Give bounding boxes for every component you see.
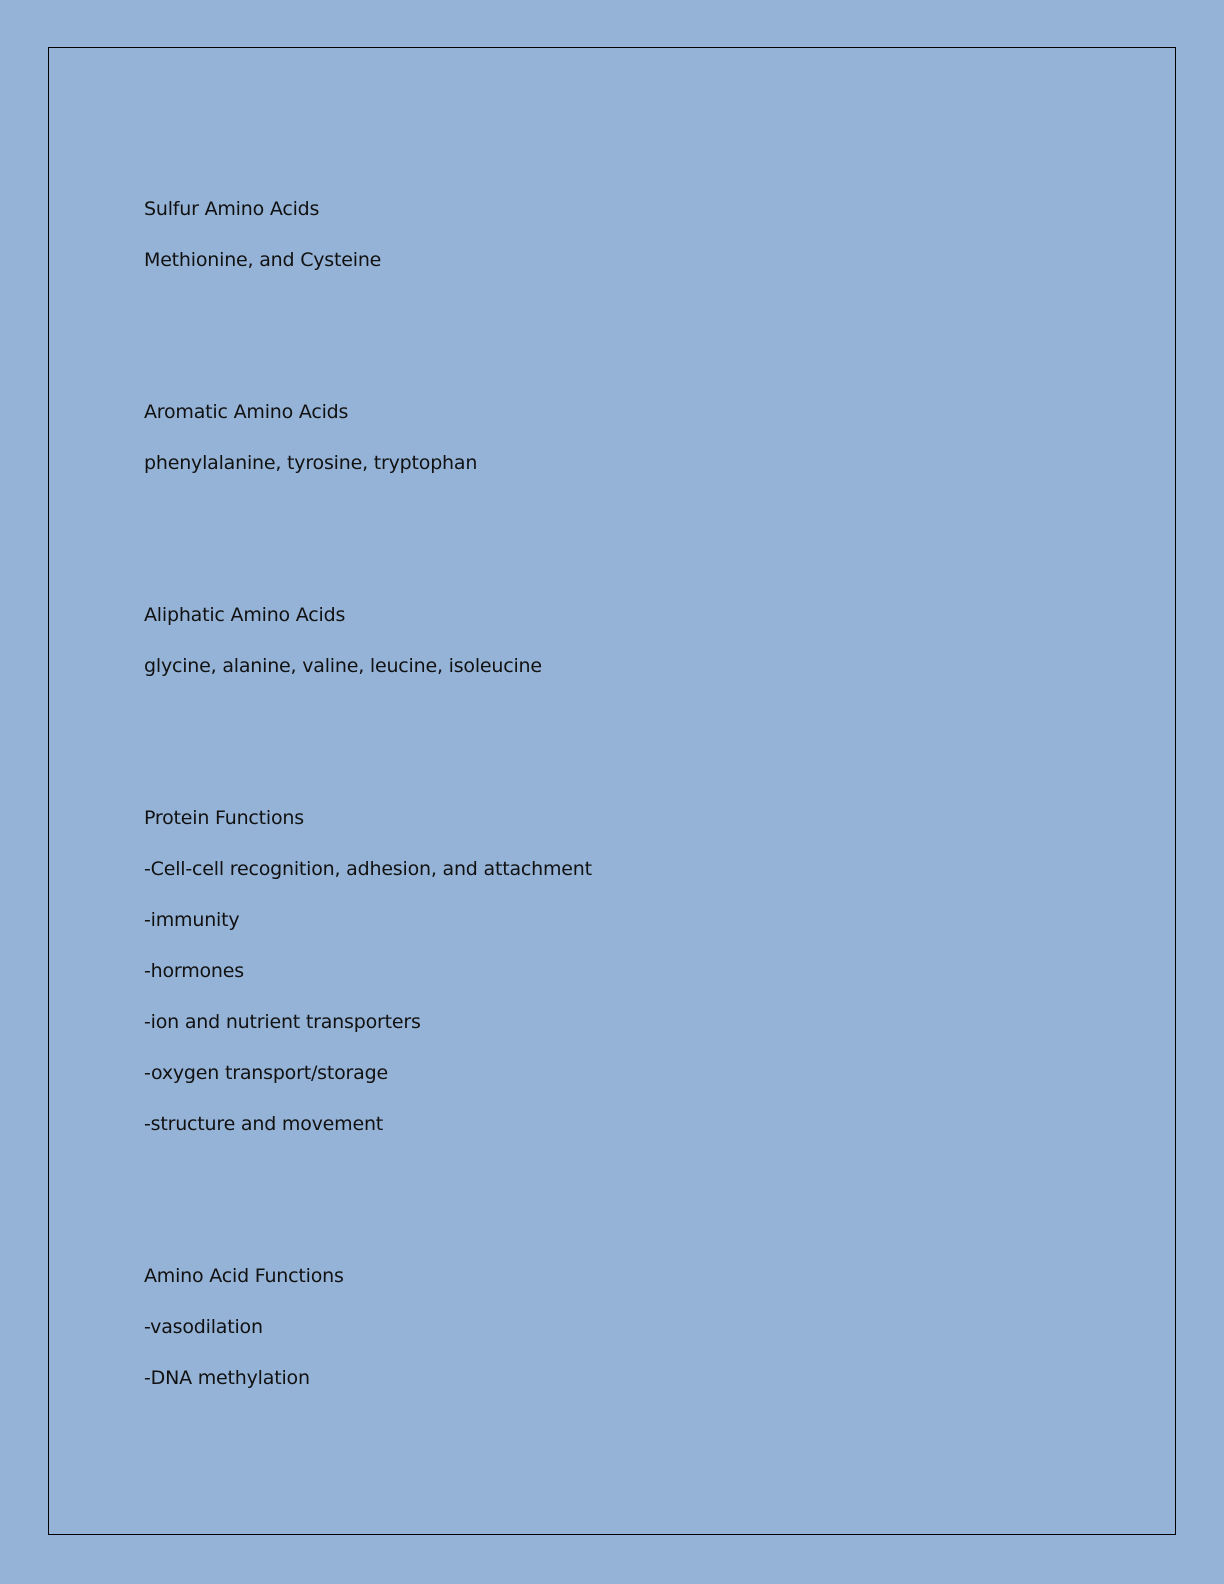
list-item: -DNA methylation xyxy=(144,1367,310,1389)
list-item: -immunity xyxy=(144,909,240,931)
list-item: -oxygen transport/storage xyxy=(144,1062,388,1084)
section-heading-protein-functions: Protein Functions xyxy=(144,807,304,829)
list-item: -Cell-cell recognition, adhesion, and attachment xyxy=(144,858,592,880)
section-heading-sulfur: Sulfur Amino Acids xyxy=(144,198,320,220)
section-line: Methionine, and Cysteine xyxy=(144,249,382,271)
list-item: -ion and nutrient transporters xyxy=(144,1011,421,1033)
list-item: -hormones xyxy=(144,960,244,982)
section-heading-aliphatic: Aliphatic Amino Acids xyxy=(144,604,346,626)
section-heading-aromatic: Aromatic Amino Acids xyxy=(144,401,349,423)
section-line: phenylalanine, tyrosine, tryptophan xyxy=(144,452,478,474)
section-heading-amino-acid-functions: Amino Acid Functions xyxy=(144,1265,344,1287)
section-line: glycine, alanine, valine, leucine, isoleucine xyxy=(144,655,542,677)
list-item: -structure and movement xyxy=(144,1113,384,1135)
list-item: -vasodilation xyxy=(144,1316,263,1338)
